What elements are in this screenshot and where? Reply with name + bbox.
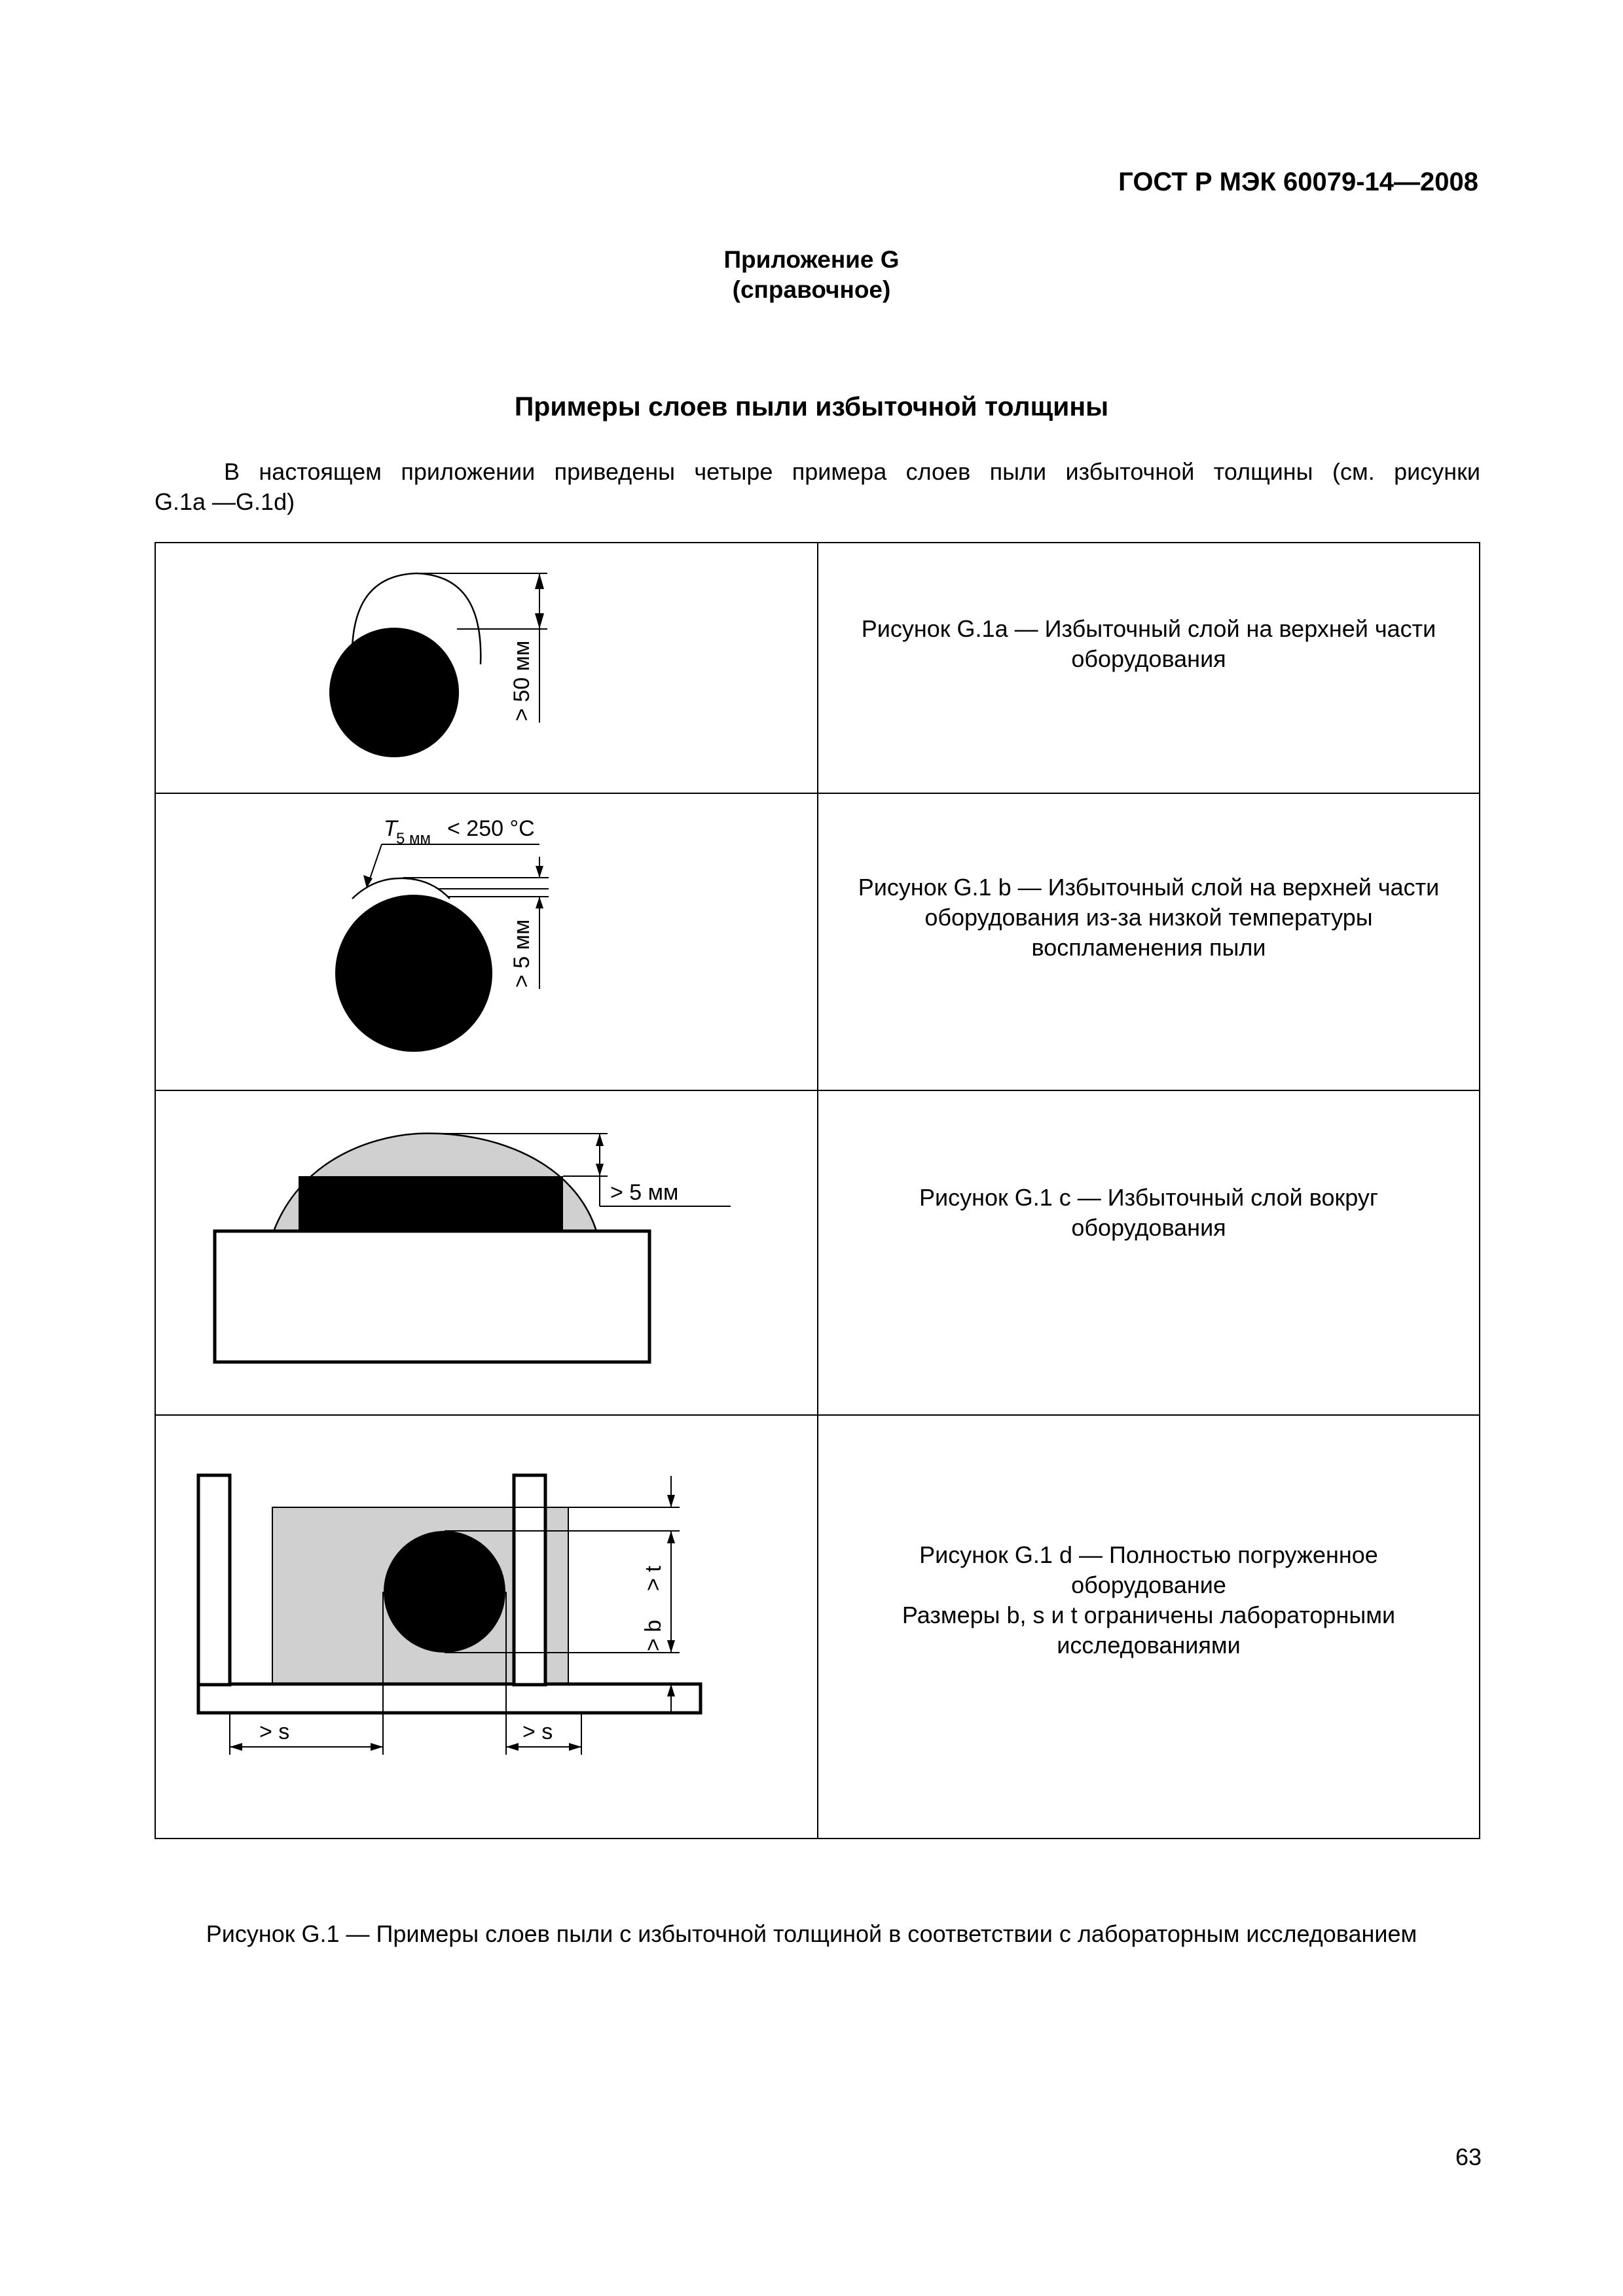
- dim-label-5mm: > 5 мм: [509, 919, 534, 988]
- temp-subscript: 5 мм: [396, 830, 431, 848]
- caption-line: оборудования: [1071, 1214, 1226, 1241]
- arrow-head-down: [667, 1495, 675, 1507]
- figure-a-caption-cell: [818, 543, 1480, 793]
- arrow-head-down: [535, 613, 544, 629]
- intro-paragraph: [155, 457, 1480, 517]
- arrow-head-left: [230, 1743, 242, 1751]
- caption-line: оборудования из-за низкой температуры: [924, 904, 1373, 931]
- temp-value: < 250 °C: [447, 816, 535, 841]
- arrow-head-up: [536, 897, 543, 908]
- caption-line: Рисунок G.1 b — Избыточный слой на верхней части: [858, 874, 1440, 901]
- figure-b-caption-cell: [818, 793, 1480, 1090]
- caption-line: воспламенения пыли: [1031, 934, 1266, 961]
- figure-a-cell: [155, 543, 818, 793]
- left-wall: [198, 1475, 230, 1685]
- figure-d-drawing: [156, 1416, 816, 1835]
- dim-label-b: > b: [641, 1619, 666, 1651]
- figure-b-cell: [155, 793, 818, 1090]
- intro-line-1: В настоящем приложении приведены четыре примера слоев пыли избыточной толщины (см. рисунки: [224, 458, 1480, 485]
- standard-code: ГОСТ Р МЭК 60079-14—2008: [1118, 168, 1478, 196]
- figure-b-caption: [818, 794, 1479, 963]
- caption-line: исследованиями: [1057, 1632, 1241, 1659]
- figure-d-caption: [818, 1416, 1479, 1660]
- arrow-head-up: [596, 1134, 604, 1146]
- caption-line: Рисунок G.1a — Избыточный слой на верхней части: [861, 615, 1436, 642]
- equipment-cylinder: [384, 1531, 505, 1653]
- caption-line: оборудования: [1071, 645, 1226, 672]
- arrow-head-down: [536, 866, 543, 878]
- figure-a-caption: [818, 543, 1479, 674]
- figure-row-c: [155, 1090, 1480, 1415]
- figure-row-b: [155, 793, 1480, 1090]
- caption-line: Рисунок G.1 c — Избыточный слой вокруг: [919, 1184, 1378, 1211]
- arrow-head-right: [569, 1743, 581, 1751]
- figure-d-caption-cell: [818, 1415, 1480, 1839]
- arrow-head-down: [667, 1640, 675, 1653]
- page-number: 63: [1455, 2144, 1482, 2170]
- figure-a-drawing: [156, 543, 816, 789]
- figure-b-drawing: [156, 794, 816, 1086]
- arrow-head-right: [371, 1743, 383, 1751]
- arrow-head-down: [596, 1164, 604, 1176]
- dim-label-50mm: > 50 мм: [509, 640, 534, 721]
- figure-d-cell: [155, 1415, 818, 1839]
- dim-label-5mm: > 5 мм: [610, 1180, 679, 1205]
- caption-line: Рисунок G.1 d — Полностью погруженное: [919, 1541, 1378, 1568]
- section-title: Примеры слоев пыли избыточной толщины: [514, 391, 1109, 422]
- base-block: [215, 1231, 649, 1362]
- figure-row-a: [155, 543, 1480, 793]
- caption-line: Размеры b, s и t ограничены лабораторными: [902, 1602, 1396, 1628]
- base-plate: [198, 1684, 701, 1713]
- figure-c-drawing: [156, 1091, 816, 1411]
- dim-label-s-left: > s: [259, 1719, 290, 1744]
- annex-heading: [0, 245, 1623, 305]
- intro-line-2: G.1a —G.1d): [155, 488, 295, 515]
- figure-row-d: [155, 1415, 1480, 1839]
- equipment-top: [299, 1176, 563, 1232]
- annex-type: (справочное): [732, 276, 891, 303]
- figure-c-cell: [155, 1090, 818, 1415]
- figure-caption: Рисунок G.1 — Примеры слоев пыли с избыточной толщиной в соответствии с лабораторным исследованием: [206, 1920, 1417, 1947]
- annex-title: Приложение G: [723, 246, 900, 273]
- dim-label-s-right: > s: [522, 1719, 553, 1744]
- arrow-head-up: [667, 1531, 675, 1543]
- equipment-cylinder: [335, 895, 492, 1052]
- dim-label-t: > t: [641, 1566, 666, 1591]
- figure-c-caption-cell: [818, 1090, 1480, 1415]
- arrow-head-left: [506, 1743, 519, 1751]
- figure-c-caption: [818, 1091, 1479, 1243]
- figures-table: [155, 542, 1480, 1839]
- arrow-head-up: [535, 573, 544, 589]
- caption-line: оборудование: [1071, 1571, 1226, 1598]
- equipment-cylinder: [329, 628, 459, 757]
- temp-symbol: T: [384, 816, 397, 841]
